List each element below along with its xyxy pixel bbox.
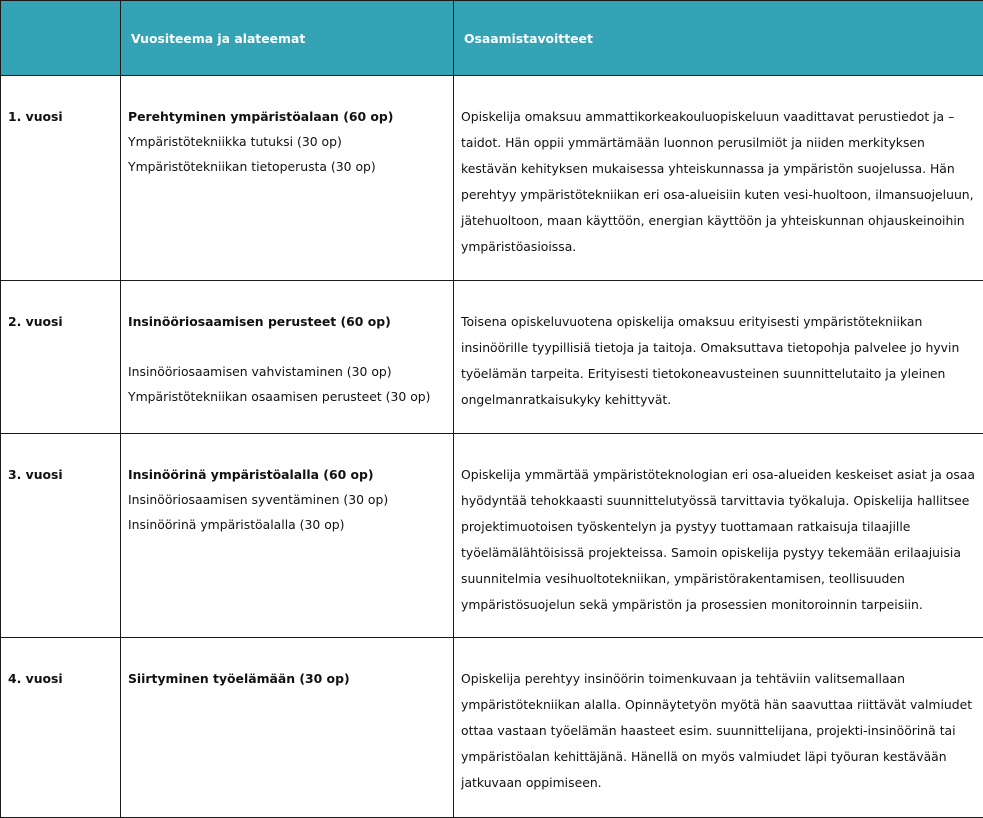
table-row — [1, 638, 983, 818]
goals-line: ympäristöalan kehittäjänä. Hänellä on myös valmiudet läpi työuran kestävään — [461, 749, 947, 764]
goals-line: taidot. Hän oppii ymmärtämään luonnon perusilmiöt ja niiden merkityksen — [461, 135, 925, 150]
year-cell — [1, 434, 121, 638]
goals-line: insinöörille tyypillisiä tietoja ja taitoja. Omaksuttava tietopohja palvelee jo hyvin — [461, 340, 960, 355]
goals-line: kestävän kehityksen mukaisessa yhteiskunnassa ja ympäristön suojelussa. Hän — [461, 161, 955, 176]
theme-title: Perehtyminen ympäristöalaan (60 op) — [128, 109, 394, 124]
goals-line: Toisena opiskeluvuotena opiskelija omaksuu erityisesti ympäristötekniikan — [461, 314, 923, 329]
goals-line: projektimuotoisen työskentelyn ja pystyy tuottamaan ratkaisuja tilaajille — [461, 519, 911, 534]
goals-line: työelämälähtöisissä projekteissa. Samoin opiskelija pystyy tekemään erilaajuisia — [461, 545, 961, 560]
year-cell — [1, 281, 121, 434]
header-goals: Osaamistavoitteet — [454, 1, 983, 76]
goals-line: Opiskelija omaksuu ammattikorkeakouluopiskeluun vaadittavat perustiedot ja – — [461, 109, 955, 124]
year-label: 2. vuosi — [8, 314, 63, 329]
theme-cell — [121, 434, 454, 638]
subtheme: Insinööriosaamisen syventäminen (30 op) — [128, 492, 389, 507]
header-row — [1, 1, 983, 76]
subtheme: Ympäristötekniikka tutuksi (30 op) — [128, 134, 342, 149]
theme-title: Insinööriosaamisen perusteet (60 op) — [128, 314, 391, 329]
goals-line: jatkuvaan oppimiseen. — [461, 775, 602, 790]
goals-cell — [454, 281, 983, 434]
theme-cell — [121, 76, 454, 281]
goals-cell — [454, 638, 983, 818]
subtheme — [128, 334, 446, 359]
goals-line: ympäristötekniikan alalla. Opinnäytetyön myötä hän saavuttaa riittävät valmiudet — [461, 697, 973, 712]
subtheme: Ympäristötekniikan osaamisen perusteet (30 op) — [128, 389, 431, 404]
goals-line: hyödyntää tehokkaasti suunnittelutyössä tarvittavia työkaluja. Opiskelija hallitsee — [461, 493, 970, 508]
goals-line: perehtyy ympäristötekniikan eri osa-alueisiin kuten vesi-huoltoon, ilmansuojeluun, — [461, 187, 974, 202]
goals-line: ympäristöasioissa. — [461, 239, 577, 254]
subtheme: Insinöörinä ympäristöalalla (30 op) — [128, 517, 345, 532]
header-year — [1, 1, 121, 76]
goals-cell — [454, 76, 983, 281]
theme-cell — [121, 638, 454, 818]
goals-line: jätehuoltoon, maan käyttöön, energian käyttöön ja yhteiskunnan ohjauskeinoihin — [461, 213, 965, 228]
table-row — [1, 434, 983, 638]
table-row — [1, 281, 983, 434]
subtheme: Ympäristötekniikan tietoperusta (30 op) — [128, 159, 376, 174]
year-cell — [1, 76, 121, 281]
goals-line: ongelmanratkaisukyky kehittyvät. — [461, 392, 672, 407]
goals-line: ympäristösuojelun sekä ympäristön ja prosessien monitoroinnin tarpeisiin. — [461, 597, 923, 612]
goals-cell — [454, 434, 983, 638]
goals-line: Opiskelija perehtyy insinöörin toimenkuvaan ja tehtäviin valitsemallaan — [461, 671, 906, 686]
goals-line: suunnitelmia vesihuoltotekniikan, ympäristörakentamisen, teollisuuden — [461, 571, 905, 586]
theme-title: Insinöörinä ympäristöalalla (60 op) — [128, 467, 374, 482]
table-row — [1, 76, 983, 281]
theme-cell — [121, 281, 454, 434]
year-label: 1. vuosi — [8, 109, 63, 124]
year-label: 4. vuosi — [8, 671, 63, 686]
goals-line: työelämän tarpeita. Erityisesti tietokoneavusteinen suunnittelutaito ja yleinen — [461, 366, 946, 381]
header-theme: Vuositeema ja alateemat — [121, 1, 454, 76]
year-label: 3. vuosi — [8, 467, 63, 482]
goals-line: Opiskelija ymmärtää ympäristöteknologian eri osa-alueiden keskeiset asiat ja osaa — [461, 467, 975, 482]
theme-title: Siirtyminen työelämään (30 op) — [128, 671, 350, 686]
goals-line: ottaa vastaan työelämän haasteet esim. suunnittelijana, projekti-insinöörinä tai — [461, 723, 956, 738]
subtheme: Insinööriosaamisen vahvistaminen (30 op) — [128, 364, 392, 379]
year-cell — [1, 638, 121, 818]
